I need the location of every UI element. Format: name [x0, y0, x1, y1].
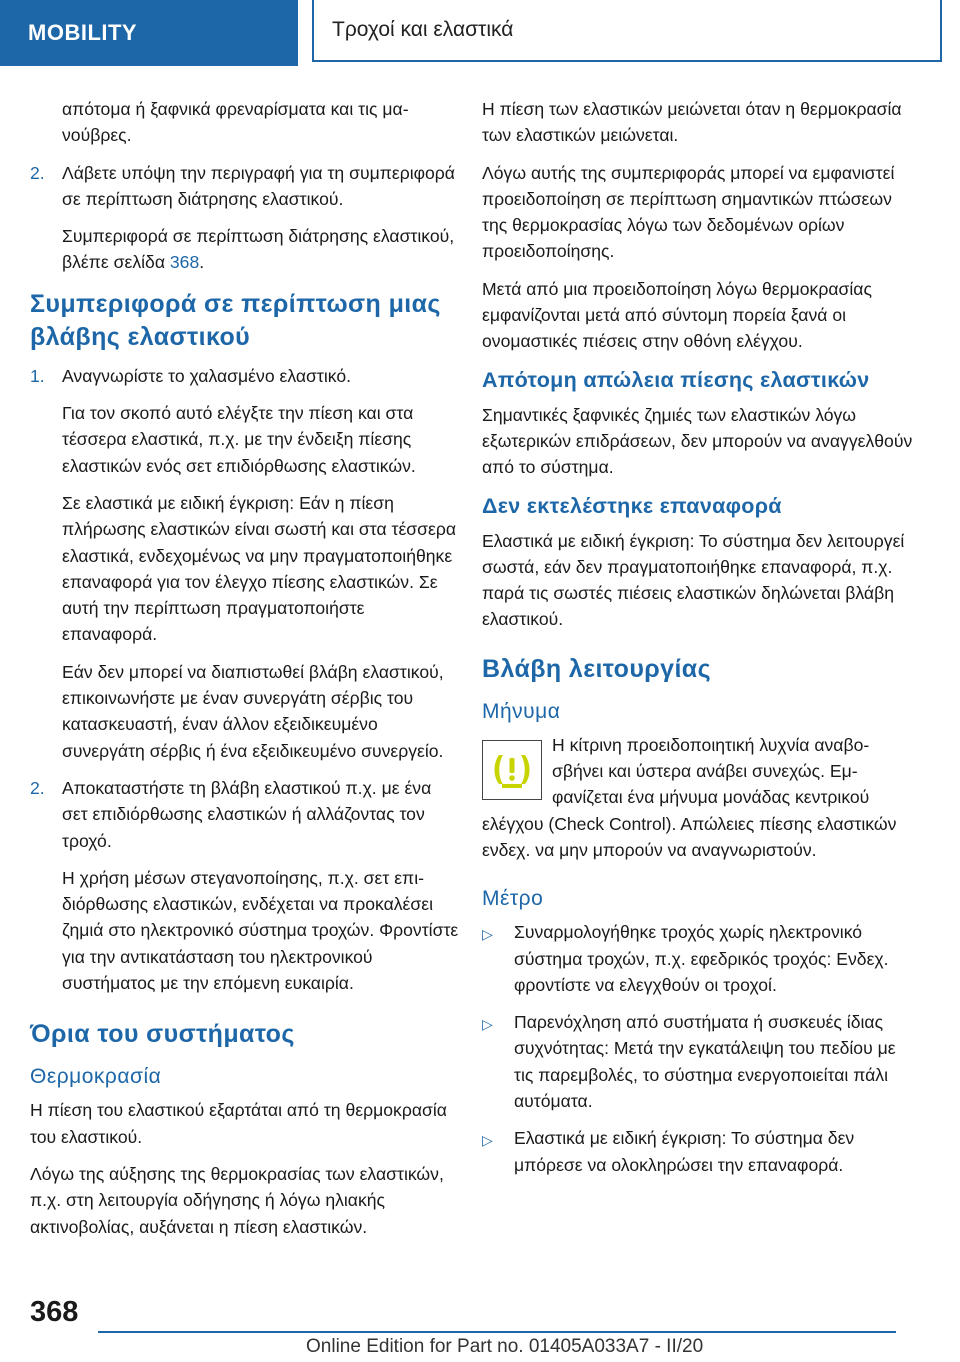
paragraph: απότομα ή ξαφνικά φρεναρίσματα και τις μανούβρες.	[62, 99, 409, 146]
list-subtext: Σε ελαστικά με ειδική έγκριση: Εάν η πίεση πλήρωσης ελαστικών είναι σωστή και στα τέσσερα ελαστικά, ενδεχομένως να μην πραγματοποιήθηκε επαναφορά για τον έλεγχο πίεσης ελαστικών. Σε αυτή την περίπτωση πραγματοποιήστε επαναφορά.	[62, 492, 457, 645]
list-subtext: Η χρήση μέσων στεγανοποίησης, π.χ. σετ επιδιόρθωσης ελαστικών, ενδέχεται να προκαλέσει ζημιά στο ηλεκτρονικό σύστημα τροχών. Φροντίστε για την αντικατάσταση του ηλεκτρονικού συστήματος με την επόμενη ευκαιρία.	[62, 867, 459, 994]
list-text: Λάβετε υπόψη την περιγραφή για τη συμπεριφορά σε περίπτωση διάτρησης ελαστικού.	[62, 162, 455, 209]
paragraph: Λόγω της αύξησης της θερμοκρασίας των ελαστικών, π.χ. στη λειτουργία οδήγησης ή λόγω ηλιακής ακτινοβολίας, αυξάνεται η πίεση ελαστικών.	[30, 1163, 444, 1237]
message-block	[482, 732, 914, 863]
section-tab: MOBILITY	[0, 0, 298, 66]
left-column	[30, 96, 460, 1251]
paragraph: Σημαντικές ξαφνικές ζημιές των ελαστικών λόγω εξωτερικών επιδράσεων, δεν μπορούν να αναγγελθούν από το σύστημα.	[482, 404, 913, 478]
heading-sudden-pressure-loss: Απότομη απώλεια πίεσης ελαστικών	[482, 367, 870, 392]
paragraph: Η κίτρινη προειδοποιητική λυχνία αναβοσβήνει και ύστερα ανάβει συνεχώς. Εμφανίζεται ένα μήνυμα μονάδας κεντρικού ελέγχου (Check Control). Απώλειες πίεσης ελαστικών ενδεχ. να μην μπορούν να αναγνωριστούν.	[482, 734, 897, 860]
paragraph: Η πίεση των ελαστικών μειώνεται όταν η θερμοκρασία των ελαστικών μειώνεται.	[482, 99, 902, 146]
right-column	[482, 96, 914, 1189]
heading-tire-fault: Συμπεριφορά σε περίπτωση μιας βλάβης ελαστικού	[30, 289, 441, 351]
list-subtext: Για τον σκοπό αυτό ελέγξτε την πίεση και στα τέσσερα ελαστικά, π.χ. με την ένδειξη πίεσης ελαστικών ενός σετ επιδιόρθωσης ελαστικών.	[62, 403, 416, 476]
heading-temperature: Θερμοκρασία	[30, 1065, 162, 1089]
edition-footer: Online Edition for Part no. 01405A033A7 - II/20	[306, 1336, 704, 1357]
footer-divider	[98, 1331, 896, 1333]
triangle-bullet-icon: ▷	[482, 926, 493, 943]
bullet-item	[482, 919, 914, 998]
heading-system-limits: Όρια του συστήματος	[30, 1020, 295, 1049]
list-subtext: Εάν δεν μπορεί να διαπιστωθεί βλάβη ελαστικού, επικοινωνήστε με έναν συνεργάτη σέρβις του κατασκευαστή, έναν άλλον εξειδικευμένο συνεργάτη σέρβις ή ένα εξειδικευμένο συνεργείο.	[62, 661, 444, 761]
paragraph: Μετά από μια προειδοποίηση λόγω θερμοκρασίας εμφανίζονται μετά από σύντομη πορεία ξανά οι ονομαστικές πιέσεις στην οθόνη ελέγχου.	[482, 278, 872, 352]
tire-pressure-warning-icon	[482, 740, 542, 800]
list-number: 1.	[30, 365, 45, 386]
bullet-text: Συναρμολογήθηκε τροχός χωρίς ηλεκτρονικό σύστημα τροχών, π.χ. εφεδρικός τροχός: Ενδεχ. φροντίστε να ελεγχθούν οι τροχοί.	[514, 922, 889, 995]
list-number: 2.	[30, 777, 45, 798]
paragraph: Ελαστικά με ειδική έγκριση: Το σύστημα δεν λειτουργεί σωστά, εάν δεν πραγματοποιήθηκε επαναφορά, π.χ. παρά τις σωστές πιέσεις ελαστικών δηλώνεται βλάβη ελαστικού.	[482, 530, 905, 630]
bullet-text: Παρενόχληση από συστήματα ή συσκευές ίδιας συχνότητας: Μετά την εγκατάλειψη του πεδίου με τις παρεμβολές, το σύστημα ενεργοποιείται πάλι αυτόματα.	[514, 1012, 896, 1112]
paragraph: Η πίεση του ελαστικού εξαρτάται από τη θερμοκρασία του ελαστικού.	[30, 1100, 447, 1147]
triangle-bullet-icon: ▷	[482, 1132, 493, 1149]
page-number: 368	[30, 1296, 79, 1328]
page-reference-link[interactable]: 368	[169, 252, 200, 273]
chapter-title: Τροχοί και ελαστικά	[312, 0, 942, 62]
list-item	[30, 363, 460, 764]
bullet-text: Ελαστικά με ειδική έγκριση: Το σύστημα δεν μπόρεσε να ολοκληρώσει την επαναφορά.	[514, 1128, 855, 1175]
list-text: Αναγνωρίστε το χαλασμένο ελαστικό.	[62, 365, 352, 386]
heading-malfunction: Βλάβη λειτουργίας	[482, 654, 711, 683]
paragraph: Λόγω αυτής της συμπεριφοράς μπορεί να εμφανιστεί προειδοποίηση σε περίπτωση σημαντικών πτώσεων της θερμοκρασίας λόγω των δεδομένων ορίων προειδοποίησης.	[482, 162, 895, 262]
heading-message: Μήνυμα	[482, 699, 561, 723]
list-number: 2.	[30, 162, 45, 183]
heading-measure: Μέτρο	[482, 887, 544, 911]
list-text: Αποκαταστήστε τη βλάβη ελαστικού π.χ. με ένα σετ επιδιόρθωσης ελαστικών ή αλλάζοντας τον τροχό.	[62, 777, 432, 851]
triangle-bullet-icon: ▷	[482, 1016, 493, 1033]
list-item	[30, 775, 460, 996]
list-item	[30, 160, 460, 276]
bullet-item	[482, 1009, 914, 1114]
heading-no-reset: Δεν εκτελέστηκε επαναφορά	[482, 493, 782, 518]
bullet-item	[482, 1125, 914, 1178]
page-header	[0, 0, 960, 66]
list-subtext: Συμπεριφορά σε περίπτωση διάτρησης ελαστικού, βλέπε σελίδα 368.	[62, 226, 455, 273]
